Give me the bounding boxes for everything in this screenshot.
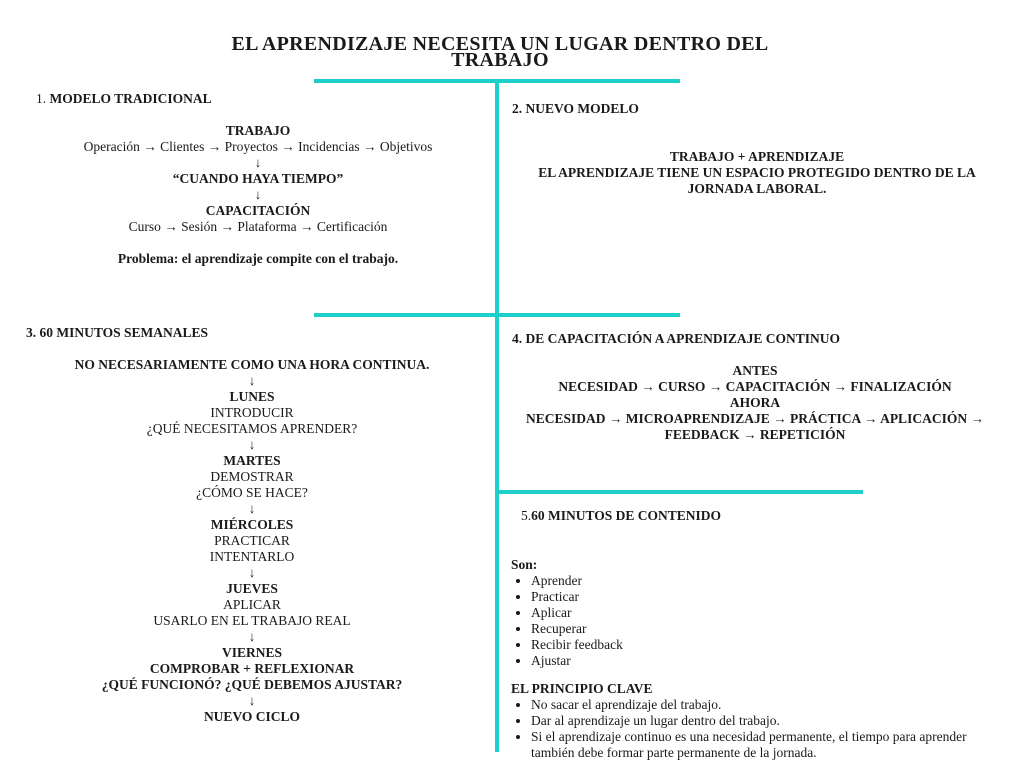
down-arrow-icon: ↓ — [248, 437, 256, 452]
section-4-body — [505, 363, 1005, 443]
list-item: • Dar al aprendizaje un lugar dentro del trabajo. — [531, 713, 986, 729]
new-cycle-label: NUEVO CICLO — [203, 709, 301, 724]
day-friday-action: COMPROBAR + REFLEXIONAR — [149, 661, 355, 676]
weekly-intro: NO NECESARIAMENTE COMO UNA HORA CONTINUA. — [74, 357, 430, 372]
down-arrow-icon: ↓ — [254, 155, 262, 170]
principle-list — [511, 697, 986, 761]
down-arrow-icon: ↓ — [248, 501, 256, 516]
section-2-body — [512, 149, 1002, 197]
down-arrow-icon: ↓ — [248, 373, 256, 388]
work-flow: Operación → Clientes → Proyectos → Incidencias → Objetivos — [83, 139, 433, 154]
new-model-line-1: TRABAJO + APRENDIZAJE — [669, 149, 845, 164]
list-item: • No sacar el aprendizaje del trabajo. — [531, 697, 986, 713]
day-wednesday-action: PRACTICAR — [214, 533, 290, 548]
day-monday: LUNES — [229, 389, 275, 404]
day-monday-action: INTRODUCIR — [210, 405, 294, 420]
section-2-heading: 2. NUEVO MODELO — [512, 101, 639, 116]
right-divider — [497, 490, 863, 494]
section-1-heading — [36, 91, 212, 107]
new-model-line-2: EL APRENDIZAJE TIENE UN ESPACIO PROTEGIDO DENTRO DE LA — [538, 165, 976, 180]
new-model-line-3: JORNADA LABORAL. — [687, 181, 827, 196]
principle-label: EL PRINCIPIO CLAVE — [511, 681, 653, 696]
section-4-heading: 4. DE CAPACITACIÓN A APRENDIZAJE CONTINUO — [512, 331, 841, 346]
training-label: CAPACITACIÓN — [205, 203, 311, 218]
day-friday-question: ¿QUÉ FUNCIONÓ? ¿QUÉ DEBEMOS AJUSTAR? — [101, 677, 403, 692]
down-arrow-icon: ↓ — [248, 629, 256, 644]
day-tuesday: MARTES — [223, 453, 281, 468]
now-flow-line-2: FEEDBACK → REPETICIÓN — [664, 427, 846, 442]
middle-divider — [314, 313, 680, 317]
section-1-title: MODELO TRADICIONAL — [49, 91, 212, 106]
list-item: • Recuperar — [531, 621, 986, 637]
section-3-body — [32, 357, 472, 725]
before-label: ANTES — [732, 363, 778, 378]
training-flow: Curso → Sesión → Plataforma → Certificación — [128, 219, 388, 234]
list-item: • Aplicar — [531, 605, 986, 621]
now-flow-line-1: NECESIDAD → MICROAPRENDIZAJE → PRÁCTICA → APLICACIÓN → — [526, 411, 984, 426]
section-3-heading: 3. 60 MINUTOS SEMANALES — [26, 325, 209, 340]
son-list — [511, 573, 986, 669]
day-friday: VIERNES — [221, 645, 283, 660]
page-title: EL APRENDIZAJE NECESITA UN LUGAR DENTRO DEL TRABAJO — [231, 33, 769, 71]
down-arrow-icon: ↓ — [248, 565, 256, 580]
day-wednesday-question: INTENTARLO — [209, 549, 295, 564]
day-tuesday-question: ¿CÓMO SE HACE? — [196, 485, 308, 500]
when-label: “CUANDO HAYA TIEMPO” — [172, 171, 344, 186]
section-5-body — [511, 557, 986, 761]
work-label: TRABAJO — [225, 123, 291, 138]
list-item: • Si el aprendizaje continuo es una necesidad permanente, el tiempo para aprender también debe formar parte permanente de la jornada. — [531, 729, 986, 761]
list-item: • Aprender — [531, 573, 986, 589]
day-tuesday-action: DEMOSTRAR — [210, 469, 294, 484]
before-flow: NECESIDAD → CURSO → CAPACITACIÓN → FINALIZACIÓN — [558, 379, 952, 394]
day-thursday-action: APLICAR — [223, 597, 281, 612]
now-label: AHORA — [729, 395, 781, 410]
section-1-number: 1. — [36, 91, 47, 106]
list-item: • Recibir feedback — [531, 637, 986, 653]
day-thursday: JUEVES — [226, 581, 278, 596]
list-item: • Practicar — [531, 589, 986, 605]
down-arrow-icon: ↓ — [248, 693, 256, 708]
section-5-heading — [521, 508, 721, 524]
day-monday-question: ¿QUÉ NECESITAMOS APRENDER? — [146, 421, 358, 436]
day-thursday-question: USARLO EN EL TRABAJO REAL — [153, 613, 351, 628]
list-item: • Ajustar — [531, 653, 986, 669]
section-1-body — [58, 123, 458, 267]
day-wednesday: MIÉRCOLES — [210, 517, 294, 532]
down-arrow-icon: ↓ — [254, 187, 262, 202]
center-divider — [495, 82, 499, 752]
section-5-number: 5. — [521, 508, 532, 523]
section-5-title: 60 MINUTOS DE CONTENIDO — [531, 508, 722, 523]
problem-statement: Problema: el aprendizaje compite con el trabajo. — [117, 251, 399, 266]
son-label: Son: — [511, 557, 538, 572]
